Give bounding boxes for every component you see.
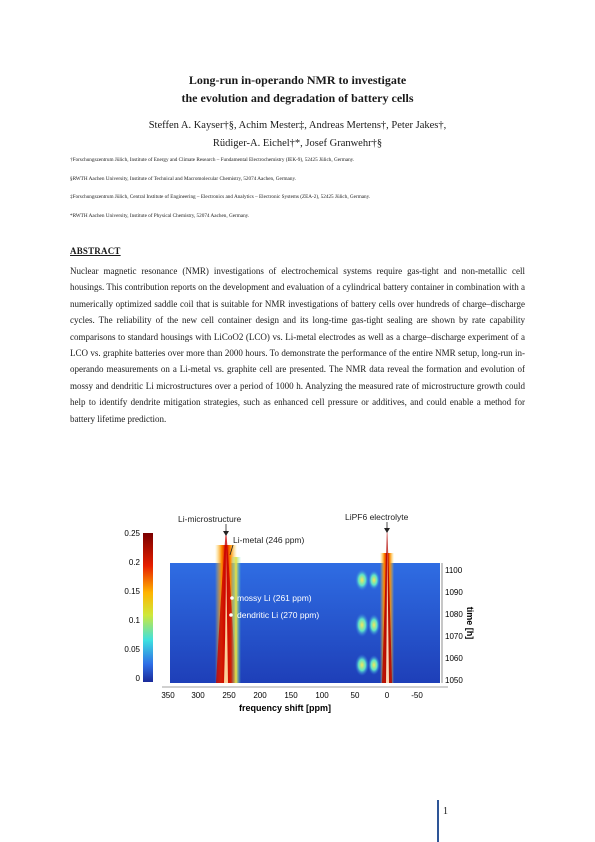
time-tick: 1100 [445, 566, 463, 575]
frequency-tick: 0 [384, 691, 390, 700]
annotation-li-graphite: Li in graphite [316, 549, 365, 559]
affiliations [70, 157, 530, 231]
frequency-tick: 250 [222, 691, 236, 700]
time-tick: 1060 [445, 654, 463, 663]
affiliation-3: ‡Forschungszentrum Jülich, Central Institute of Engineering – Electronics and Analytics – Electronic Systems (ZEA-2), 52425 Jülich, Germany. [70, 194, 371, 200]
graphite-blob [355, 654, 369, 676]
time-tick: 1070 [445, 632, 463, 641]
graphite-blob [368, 570, 380, 590]
frequency-tick: 50 [350, 691, 360, 700]
affiliation-4: *RWTH Aachen University, Institute of Physical Chemistry, 52074 Aachen, Germany. [70, 212, 250, 219]
colorbar-ticks [124, 529, 140, 683]
colorbar-tick: 0.15 [124, 587, 140, 596]
abstract-body: Nuclear magnetic resonance (NMR) investigations of electrochemical systems require gas-tight and non-metallic cell housings. This contribution reports on the development and evaluation of a cylindrical battery container in combination with a numerically optimized saddle coil that is suitable for NMR investigations of battery cells over hundreds of charge–discharge cycles. The reliability of the new cell container design and its long-time gas-tight sealing are shown by rate capability comparisons to standard housings with LiCoO2 (LCO) vs. Li-metal electrodes as well as a charge–discharge experiment of a LCO vs. graphite batteries over more than 2000 hours. To demonstrate the performance of the entire NMR setup, long-run in-operando measurements on a Li-metal vs. graphite cell are presented. The NMR data reveal the formation and evolution of mossy and dendritic Li microstructures over a period of 1000 h. Analyzing the measured rate of microstructure growth could help to identify dendrite mitigation strategies, such as enhanced cell pressure or additives, and could enable a method for battery lifetime prediction. [70, 266, 525, 424]
annotation-li-metal: Li-metal (246 ppm) [233, 535, 305, 545]
colorbar-tick: 0.1 [128, 616, 140, 625]
graphite-blob [368, 614, 380, 636]
affiliation-1: †Forschungszentrum Jülich, Institute of Energy and Climate Research – Fundamental Electrochemistry (IEK-9), 52425 Jülich, Germany. [70, 157, 355, 163]
graphite-blob [355, 569, 369, 591]
title-line-1: Long-run in-operando NMR to investigate [188, 73, 407, 87]
colorbar-tick: 0.2 [128, 558, 140, 567]
authors-line-1: Steffen A. Kayser†§, Achim Mester‡, Andreas Mertens†, Peter Jakes†, [148, 120, 447, 131]
colorbar-tick: 0.05 [124, 645, 140, 654]
frequency-axis-ticks [161, 691, 423, 700]
abstract-heading: ABSTRACT [70, 246, 121, 256]
mossy-marker [230, 596, 234, 600]
mossy-li-band [231, 557, 241, 683]
graphite-blob [368, 655, 380, 675]
arrow-head-icon [384, 528, 390, 533]
annotation-lipf6: LiPF6 electrolyte [345, 512, 409, 522]
frequency-tick: 200 [253, 691, 267, 700]
annotation-li-microstructure: Li-microstructure [178, 514, 242, 524]
dendritic-marker [229, 613, 233, 617]
frequency-tick: 350 [161, 691, 175, 700]
page-number-bar [437, 800, 439, 842]
frequency-tick: -50 [411, 691, 423, 700]
frequency-tick: 300 [191, 691, 205, 700]
nmr-spectrum-svg [124, 505, 475, 725]
frequency-axis-label: frequency shift [ppm] [238, 703, 332, 713]
time-axis-label: time [h] [465, 606, 475, 640]
arrow-head-icon [223, 531, 229, 536]
colorbar [143, 533, 153, 682]
annotation-mossy: mossy Li (261 ppm) [237, 593, 312, 603]
paper-title [0, 71, 595, 107]
page-number: 1 [443, 806, 448, 817]
time-tick: 1080 [445, 610, 463, 619]
graphite-blob [355, 613, 369, 637]
author-list [0, 117, 595, 153]
frequency-tick: 100 [315, 691, 329, 700]
time-tick: 1090 [445, 588, 463, 597]
authors-line-2: Rüdiger-A. Eichel†*, Josef Granwehr†§ [212, 138, 383, 149]
annotation-dendritic: dendritic Li (270 ppm) [237, 610, 320, 620]
spectrum-surface [170, 563, 440, 683]
time-axis-ticks [445, 566, 463, 685]
title-line-2: the evolution and degradation of battery cells [181, 91, 414, 105]
time-tick: 1050 [445, 676, 463, 685]
affiliation-2: §RWTH Aachen University, Institute of Technical and Macromolecular Chemistry, 52074 Aachen, Germany. [70, 175, 296, 182]
frequency-tick: 150 [284, 691, 298, 700]
colorbar-tick: 0.25 [124, 529, 140, 538]
colorbar-tick: 0 [135, 674, 140, 683]
nmr-figure [124, 505, 475, 725]
